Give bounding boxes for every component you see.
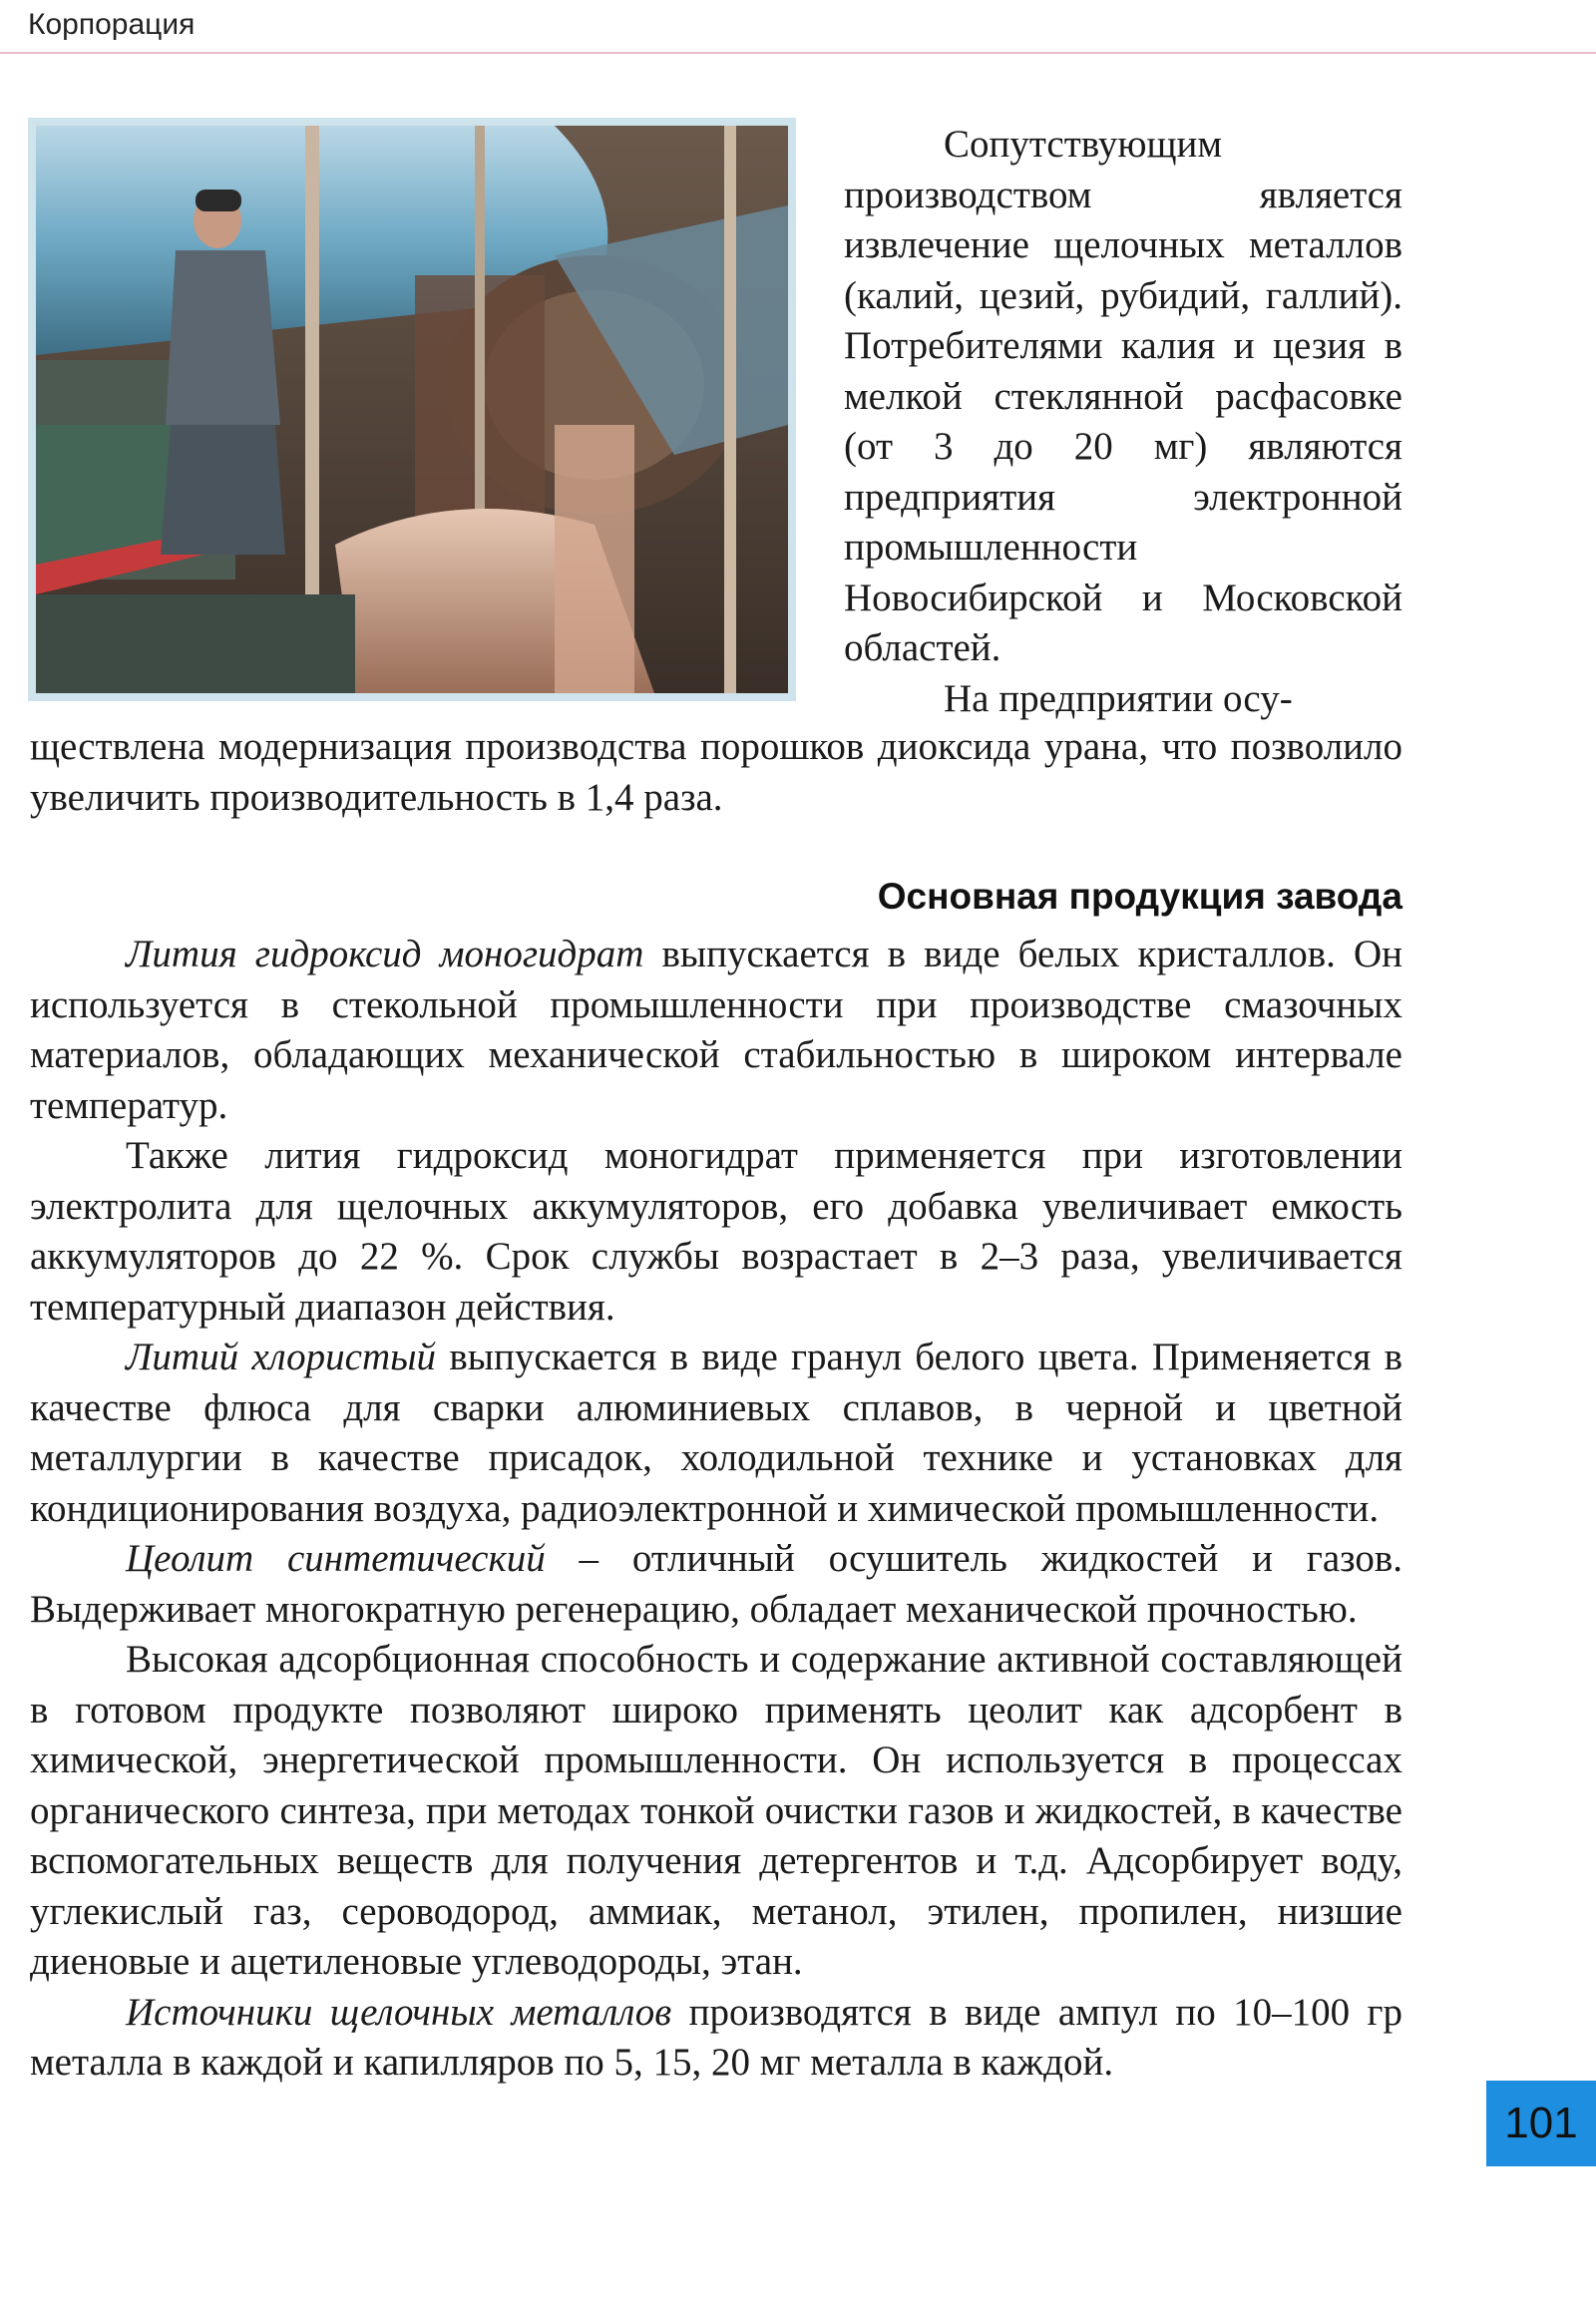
product-description: – отличный осушитель жидкостей и газов. Выдерживает многократную регенерацию, обладает механической прочностью.: [30, 1537, 1402, 1631]
running-title: Корпорация: [28, 8, 196, 41]
continued-paragraph: ществлена модернизация производства порошков диоксида урана, что позволило увеличить производительность в 1,4 раза.: [30, 725, 1402, 819]
factory-photo: [28, 118, 796, 701]
product-paragraph: [30, 1534, 1402, 1635]
side-paragraph: Сопутствующим производством является извлечение щелочных металлов (калий, цезий, рубидий, галлий). Потребителями калия и цезия в мелкой стеклянной расфасовке (от 3 до 20 мг) являются предприятия электронной промышленности Новосибирской и Московской областей.: [844, 123, 1402, 669]
product-description: Также лития гидроксид моногидрат применяется при изготовлении электролита для щелочных аккумуляторов, его добавка увеличивает емкость аккумуляторов до 22 %. Срок службы возрастает в 2–3 раза, увеличивается температурный диапазон действия.: [30, 1134, 1402, 1329]
product-description: производятся в виде ампул по 10–100 гр металла в каждой и капилляров по 5, 15, 20 мг металла в каждой.: [30, 1990, 1402, 2084]
product-term: Источники щелочных металлов: [126, 1990, 672, 2034]
product-term: Литий хлористый: [126, 1336, 437, 1378]
product-term: Цеолит синтетический: [126, 1537, 546, 1580]
section-body: [30, 930, 1402, 2089]
product-paragraph: [30, 1988, 1402, 2089]
page-number-badge: 101: [1486, 2081, 1596, 2166]
product-paragraph: [30, 1333, 1402, 1534]
side-paragraph-continued: На предприятии осу-: [944, 676, 1293, 720]
product-description: выпускается в виде гранул белого цвета. Применяется в качестве флюса для сварки алюминиевых сплавов, в черной и цветной металлургии в качестве присадок, холодильной технике и установках для кондиционирования воздуха, радиоэлектронной и химической промышленности.: [30, 1336, 1402, 1530]
side-column: [844, 120, 1402, 724]
photo-image: [36, 126, 788, 693]
product-description: Высокая адсорбционная способность и содержание активной составляющей в готовом продукте позволяют широко применять цеолит как адсорбент в химической, энергетической промышленности. Он используется в процессах органического синтеза, при методах тонкой очистки газов и жидкостей, в качестве вспомогательных веществ для получения детергентов и т.д. Адсорбирует воду, углекислый газ, сероводород, аммиак, метанол, этилен, пропилен, низшие диеновые и ацетиленовые углеводороды, этан.: [30, 1638, 1402, 1983]
product-paragraph: [30, 1635, 1402, 1988]
header-rule: [0, 52, 1596, 54]
product-paragraph: [30, 930, 1402, 1131]
section-title: Основная продукция завода: [877, 876, 1402, 917]
product-paragraph: [30, 1131, 1402, 1333]
product-description: выпускается в виде белых кристаллов. Он используется в стекольной промышленности при производстве смазочных материалов, обладающих механической стабильностью в широком интервале температур.: [30, 933, 1402, 1127]
product-term: Лития гидроксид моногидрат: [126, 933, 644, 975]
